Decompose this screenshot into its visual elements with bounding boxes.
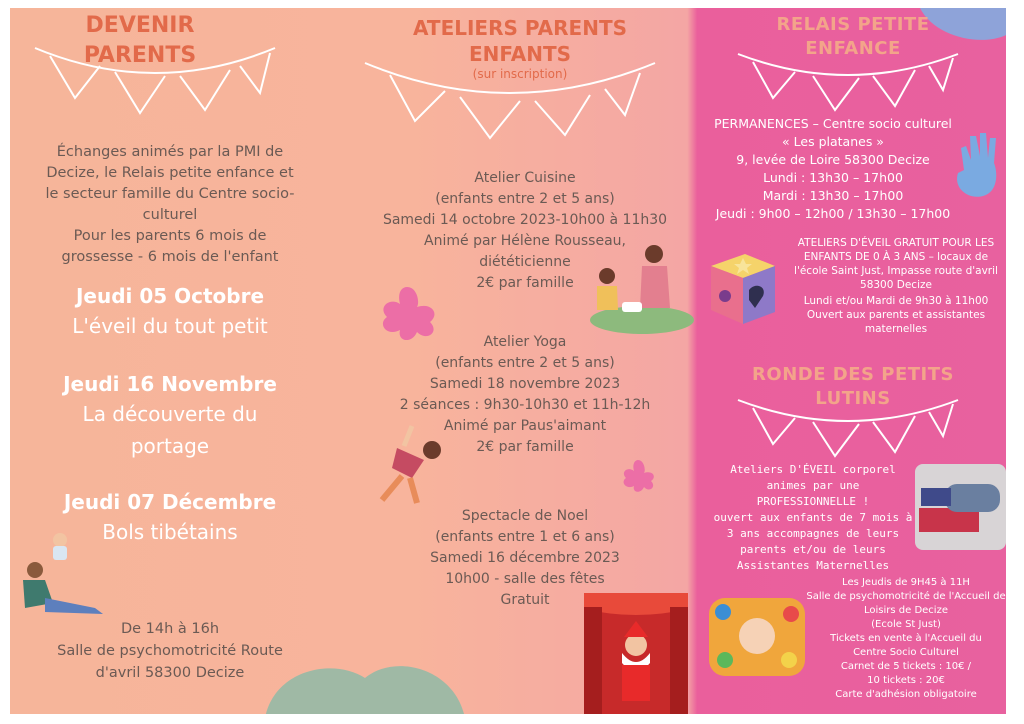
title-ronde: RONDE DES PETITS — [752, 364, 954, 385]
bunting-decoration — [733, 392, 963, 462]
bunting-decoration — [733, 46, 963, 116]
session-date: Jeudi 16 Novembre — [63, 372, 277, 396]
permanence-line: PERMANENCES – Centre socio culturel — [714, 116, 952, 131]
eveil-line: 58300 Decize — [860, 279, 932, 291]
ronde-line: Assistantes Maternelles — [736, 559, 890, 572]
gym-mats-photo — [915, 464, 1006, 550]
column-ateliers — [350, 8, 693, 714]
intro-line: Échanges animés par la PMI de — [56, 144, 284, 160]
cuisine-line: diététicienne — [479, 254, 571, 270]
eveil-line: Lundi et/ou Mardi de 9h30 à 11h00 — [803, 295, 989, 307]
cuisine-line: (enfants entre 2 et 5 ans) — [435, 191, 615, 207]
info-line: Carnet de 5 tickets : 10€ / — [840, 661, 972, 672]
info-line: Centre Socio Culturel — [853, 647, 959, 658]
eveil-line: ENFANTS DE 0 À 3 ANS – locaux de — [803, 251, 989, 263]
bunting-decoration — [360, 53, 660, 143]
ronde-line: ouvert aux enfants de 7 mois à — [713, 511, 913, 524]
intro-line: le secteur famille du Centre socio- — [45, 186, 295, 202]
session-date: Jeudi 07 Décembre — [63, 490, 277, 514]
info-line: 10 tickets : 20€ — [867, 675, 945, 686]
session-date: Jeudi 05 Octobre — [75, 284, 265, 308]
baby-ball-pit-photo — [709, 598, 805, 676]
bunting-decoration — [30, 38, 280, 118]
title-enfance: ENFANCE — [805, 38, 901, 59]
permanence-line: 9, levée de Loire 58300 Decize — [736, 152, 930, 167]
info-line: Tickets en vente à l'Accueil du — [830, 633, 982, 644]
title-ateliers: ATELIERS PARENTS — [413, 16, 627, 40]
noel-line: Spectacle de Noel — [461, 508, 589, 524]
session-topic: La découverte du — [82, 402, 258, 426]
intro-line: culturel — [142, 207, 198, 223]
title-enfants: ENFANTS — [468, 42, 572, 66]
santa-theater-illustration — [584, 593, 688, 714]
yoga-line: (enfants entre 2 et 5 ans) — [435, 355, 615, 371]
parent-baby-illustration — [15, 528, 110, 623]
yoga-child-illustration — [362, 418, 442, 508]
yoga-line: Samedi 18 novembre 2023 — [429, 376, 621, 392]
noel-line: Gratuit — [500, 592, 550, 608]
eveil-line: maternelles — [864, 323, 928, 335]
column-relais — [693, 8, 1006, 714]
session-topic: Bols tibétains — [102, 520, 238, 544]
intro-line: grossesse - 6 mois de l'enfant — [61, 249, 279, 265]
info-line: Les Jeudis de 9H45 à 11H — [842, 577, 970, 588]
noel-line: 10h00 - salle des fêtes — [445, 571, 605, 587]
permanence-line: Mardi : 13h30 – 17h00 — [762, 188, 904, 203]
session-2 — [20, 372, 320, 458]
footer-line: Salle de psychomotricité Route — [57, 643, 283, 659]
permanence-line: Lundi : 13h30 – 17h00 — [763, 170, 903, 185]
flower-decoration — [618, 458, 658, 498]
session-1 — [20, 284, 320, 338]
yoga-line: 2€ par famille — [476, 439, 574, 455]
info-line: Carte d'adhésion obligatoire — [835, 689, 977, 700]
title-relais: RELAIS PETITE — [776, 14, 930, 35]
eveil-line: l'école Saint Just, Impasse route d'avril — [794, 265, 998, 277]
ronde-line: PROFESSIONNELLE ! — [756, 495, 870, 508]
info-line: Loisirs de Decize — [864, 605, 948, 616]
info-line: Salle de psychomotricité de l'Accueil de — [806, 591, 1006, 602]
eveil-line: Ouvert aux parents et assistantes — [806, 309, 986, 321]
eveil-text — [785, 236, 1006, 336]
flyer-sheet — [10, 8, 1006, 714]
intro-line: Decize, le Relais petite enfance et — [46, 165, 294, 181]
permanence-line: Jeudi : 9h00 – 12h00 / 13h30 – 17h00 — [715, 206, 951, 221]
cuisine-line: 2€ par famille — [476, 275, 574, 291]
ronde-line: animes par une — [766, 479, 860, 492]
info-line: (Ecole St Just) — [871, 619, 941, 630]
intro-text — [20, 142, 320, 268]
yoga-line: Animé par Paus'aimant — [443, 418, 607, 434]
title-devenir: DEVENIR — [85, 13, 195, 38]
title-lutins: LUTINS — [815, 388, 891, 409]
ronde-line: parents et/ou de leurs — [740, 543, 886, 556]
session-topic: L'éveil du tout petit — [72, 314, 268, 338]
subtitle-inscription: (sur inscription) — [472, 67, 568, 81]
ronde-line: 3 ans accompagnes de leurs — [726, 527, 900, 540]
cuisine-line: Atelier Cuisine — [474, 170, 576, 186]
cooking-illustration — [582, 238, 692, 338]
permanences-text — [693, 115, 973, 223]
ronde-line: Ateliers D'ÉVEIL corporel — [730, 463, 896, 476]
footer-line: De 14h à 16h — [120, 621, 220, 637]
footer-text — [20, 618, 320, 684]
toy-cube-icon — [703, 244, 781, 328]
permanence-line: « Les platanes » — [782, 134, 884, 149]
cuisine-line: Animé par Hélène Rousseau, — [424, 233, 626, 249]
column-devenir-parents — [10, 8, 350, 714]
infos-text — [801, 576, 1006, 702]
yoga-line: Atelier Yoga — [483, 334, 567, 350]
intro-line: Pour les parents 6 mois de — [73, 228, 267, 244]
session-topic: portage — [130, 434, 210, 458]
noel-line: (enfants entre 1 et 6 ans) — [435, 529, 615, 545]
noel-line: Samedi 16 décembre 2023 — [430, 550, 620, 566]
ronde-text — [693, 462, 933, 574]
yoga-line: 2 séances : 9h30-10h30 et 11h-12h — [399, 397, 651, 413]
eveil-line: ATELIERS D'ÉVEIL GRATUIT POUR LES — [797, 237, 995, 249]
title-parents: PARENTS — [83, 43, 197, 68]
footer-line: d'avril 58300 Decize — [95, 665, 245, 681]
cuisine-line: Samedi 14 octobre 2023-10h00 à 11h30 — [382, 212, 668, 228]
